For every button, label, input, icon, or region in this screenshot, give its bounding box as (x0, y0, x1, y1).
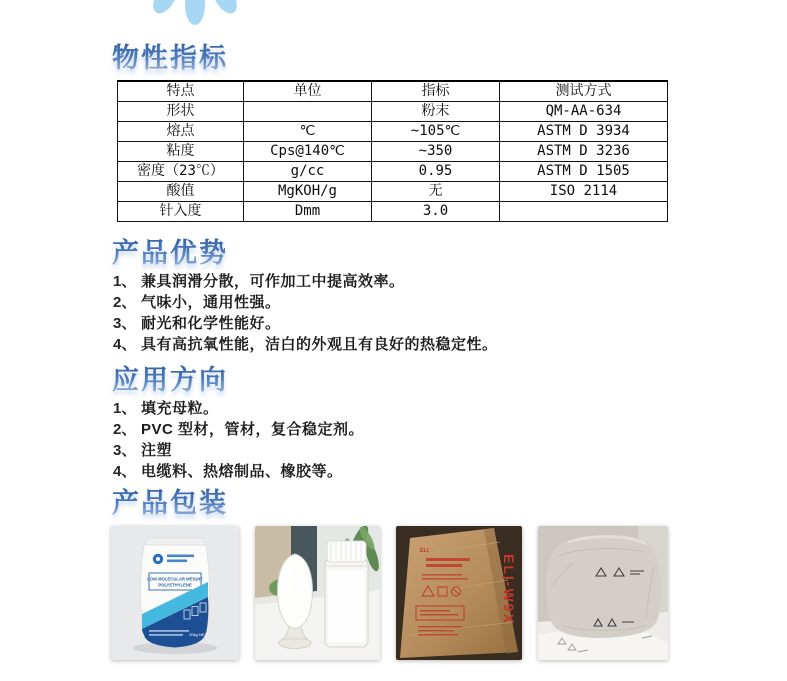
list-item: 1、 兼具润滑分散，可作加工中提高效率。 (113, 273, 405, 290)
powder-sample-graphic (255, 526, 380, 660)
section-title-applications: 应用方向 (112, 358, 228, 397)
brand-logo-petals-icon (148, 0, 243, 30)
advantages-list (113, 271, 683, 355)
section-title-properties: 物性指标 (112, 36, 228, 75)
list-item: 2、 气味小，通用性强。 (113, 294, 281, 311)
list-item: 3、 耐光和化学性能好。 (113, 315, 281, 332)
col-header-method: 测试方式 (500, 81, 668, 101)
applications-list (113, 398, 683, 482)
pe-bag-graphic (111, 526, 239, 660)
section-title-advantages: 产品优势 (112, 231, 228, 270)
col-header-index: 指标 (372, 81, 500, 101)
table-header-row (118, 81, 668, 101)
svg-text:ELI-W9X: ELI-W9X (501, 554, 517, 625)
plastic-bag-graphic (538, 526, 668, 660)
col-header-unit: 单位 (244, 81, 372, 101)
svg-text:LOW MOLECULAR WEIGHT: LOW MOLECULAR WEIGHT (147, 576, 203, 582)
table-row: 酸值 MgKOH/g 无 ISO 2114 (118, 181, 668, 201)
table-row: 熔点 ℃ ~105℃ ASTM D 3934 (118, 121, 668, 141)
packaging-photos-row (111, 526, 684, 660)
svg-text:20kg NET: 20kg NET (189, 632, 207, 637)
list-item: 4、 具有高抗氧性能，洁白的外观且有良好的热稳定性。 (113, 336, 498, 353)
table-row: 形状 粉末 QM-AA-634 (118, 101, 668, 121)
packaging-photo-pe-bag (111, 526, 239, 660)
list-item: 3、 注塑 (113, 442, 173, 459)
list-item: 1、 填充母粒。 (113, 400, 219, 417)
kraft-bag-graphic (396, 526, 522, 660)
col-header-feature: 特点 (118, 81, 244, 101)
svg-text:POLYETHYLENE: POLYETHYLENE (158, 582, 192, 588)
table-row: 密度（23℃） g/cc 0.95 ASTM D 1505 (118, 161, 668, 181)
list-item: 2、 PVC 型材，管材，复合稳定剂。 (113, 421, 365, 438)
section-title-packaging: 产品包装 (112, 481, 228, 520)
properties-table (117, 80, 668, 222)
list-item: 4、 电缆料、热熔制品、橡胶等。 (113, 463, 343, 480)
table-row: 粘度 Cps@140℃ ~350 ASTM D 3236 (118, 141, 668, 161)
table-row: 针入度 Dmm 3.0 (118, 201, 668, 221)
svg-text:ELI: ELI (420, 548, 429, 554)
packaging-photo-powder-sample (255, 526, 380, 660)
packaging-photo-kraft-bag (396, 526, 522, 660)
packaging-photo-plastic-liner-bag (538, 526, 668, 660)
